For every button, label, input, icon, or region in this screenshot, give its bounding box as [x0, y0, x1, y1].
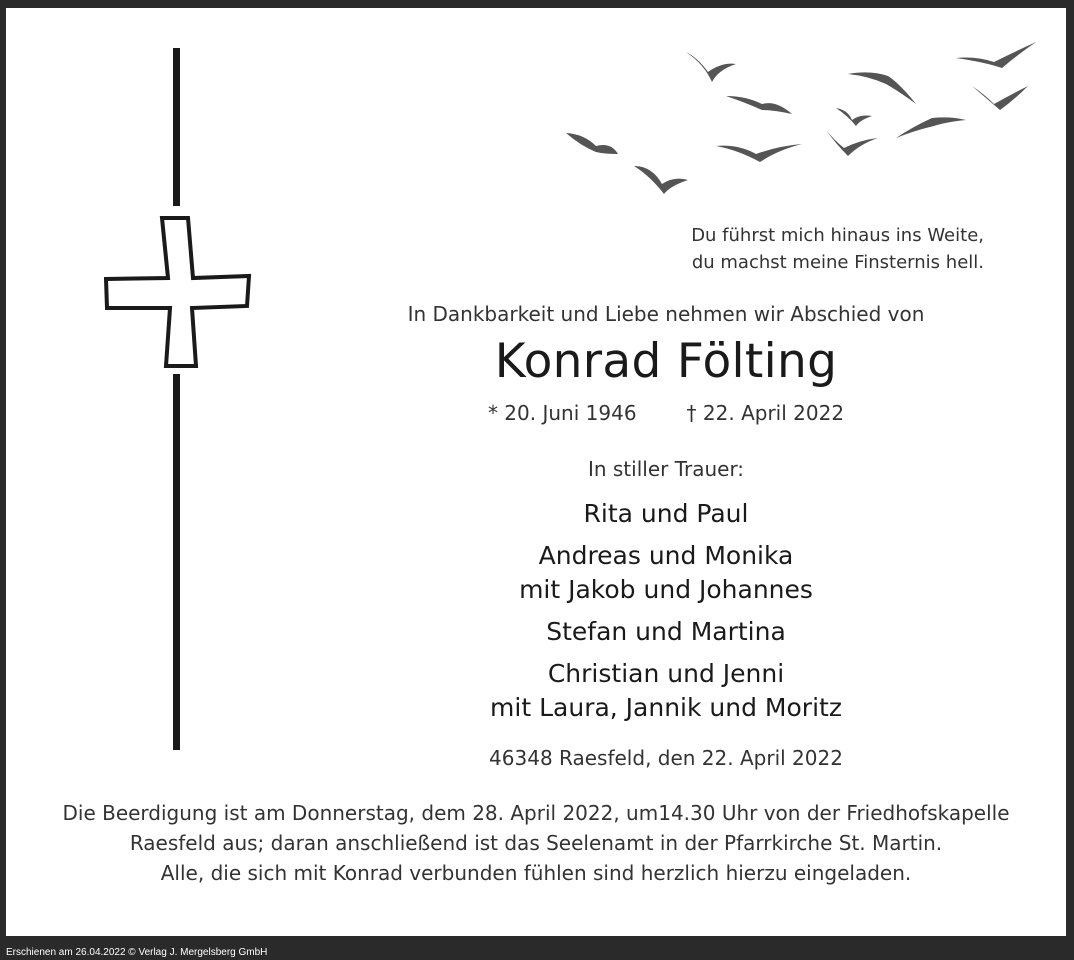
place-date: 46348 Raesfeld, den 22. April 2022 — [489, 746, 843, 770]
birth-date: * 20. Juni 1946 — [487, 401, 637, 425]
funeral-info — [6, 798, 1066, 888]
funeral-line-3: Alle, die sich mit Konrad verbunden fühlen sind herzlich hierzu eingeladen. — [160, 861, 912, 885]
motto-line-2: du machst meine Finsternis hell. — [691, 252, 984, 273]
cross-icon — [96, 46, 256, 756]
birds-illustration — [566, 38, 1046, 208]
funeral-line-1: Die Beerdigung ist am Donnerstag, dem 28. April 2022, um14.30 Uhr von der Friedhofskapelle — [62, 801, 1010, 825]
intro-text: In Dankbarkeit und Liebe nehmen wir Abschied von — [407, 302, 925, 326]
mourner-line: Christian und Jenni — [547, 659, 785, 688]
mourner-line: Stefan und Martina — [546, 617, 786, 646]
motto-line-1: Du führst mich hinaus ins Weite, — [691, 225, 984, 246]
funeral-line-2: Raesfeld aus; daran anschließend ist das Seelenamt in der Pfarrkirche St. Martin. — [129, 831, 943, 855]
obituary-card — [6, 8, 1066, 936]
death-date: † 22. April 2022 — [686, 401, 845, 425]
deceased-name: Konrad Fölting — [494, 334, 838, 389]
publication-footer: Erschienen am 26.04.2022 © Verlag J. Mergelsberg GmbH — [6, 947, 268, 958]
mourner-line: mit Jakob und Johannes — [519, 575, 813, 604]
mourner-line: Rita und Paul — [583, 499, 749, 528]
life-dates — [256, 401, 1074, 425]
motto — [691, 222, 984, 276]
mourner-line: Andreas und Monika — [538, 541, 794, 570]
mourner-line: mit Laura, Jannik und Moritz — [490, 693, 842, 722]
mourners-heading: In stiller Trauer: — [587, 457, 745, 481]
